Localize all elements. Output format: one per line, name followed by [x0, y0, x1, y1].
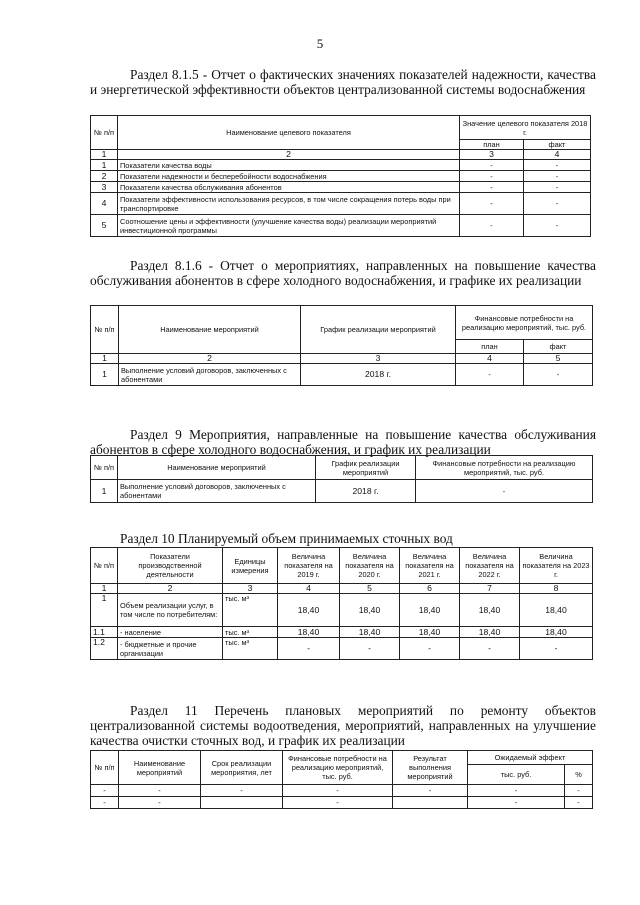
row-name: Показатели качества обслуживания абонентов: [118, 182, 460, 193]
row-name: Показатели качества воды: [118, 160, 460, 171]
row-name: Соотношение цены и эффективности (улучшение качества воды) реализации мероприятий инвестиционной программы: [118, 215, 460, 237]
row-name: -: [119, 785, 201, 797]
table-8-1-6: [90, 305, 593, 386]
table-row: [91, 594, 593, 627]
colnum: 1: [91, 354, 119, 364]
header-indicator: Показатели производственной деятельности: [118, 548, 223, 584]
table-row: [91, 182, 591, 193]
table-row: [91, 627, 593, 638]
section-8-1-5-heading: Раздел 8.1.5 - Отчет о фактических значениях показателей надежности, качества и энергетической эффективности объектов централизованной системы водоснабжения: [90, 67, 596, 97]
row-result: -: [393, 785, 468, 797]
row-no: 5: [91, 215, 118, 237]
header-finance: Финансовые потребности на реализацию мероприятий, тыс. руб.: [416, 456, 593, 480]
row-finance: -: [416, 480, 593, 503]
row-name: Показатели надежности и бесперебойности водоснабжения: [118, 171, 460, 182]
header-no: № п/п: [91, 548, 118, 584]
colnum: 2: [118, 584, 223, 594]
colnum: 8: [520, 584, 593, 594]
header-plan: план: [460, 140, 524, 150]
row-value: 18,40: [520, 627, 593, 638]
header-finance: Финансовые потребности на реализацию мероприятий, тыс. руб.: [456, 306, 593, 340]
section-8-1-6-heading: Раздел 8.1.6 - Отчет о мероприятиях, направленных на повышение качества обслуживания абонентов в сфере холодного водоснабжения, и графике их реализации: [90, 258, 596, 288]
table-row: [91, 193, 591, 215]
row-result: [393, 797, 468, 809]
header-2022: Величина показателя на 2022 г.: [460, 548, 520, 584]
section-10-heading: Раздел 10 Планируемый объем принимаемых сточных вод: [120, 531, 453, 546]
colnum: 1: [91, 150, 118, 160]
table-9: [90, 455, 593, 503]
row-pct: -: [565, 785, 593, 797]
row-no: 2: [91, 171, 118, 182]
row-plan: -: [460, 215, 524, 237]
header-name: Наименование целевого показателя: [118, 116, 460, 150]
colnum: 2: [119, 354, 301, 364]
row-value: 18,40: [400, 627, 460, 638]
row-value: 18,40: [400, 594, 460, 627]
row-name: Показатели эффективности использования ресурсов, в том числе сокращения потерь воды при транспортировке: [118, 193, 460, 215]
colnum: 2: [118, 150, 460, 160]
table-row: [91, 364, 593, 386]
table-row: [91, 480, 593, 503]
header-no: № п/п: [91, 306, 119, 354]
header-term: Срок реализации мероприятия, лет: [201, 751, 283, 785]
section-11-heading: Раздел 11 Перечень плановых мероприятий по ремонту объектов централизованной системы водоотведения, мероприятий, направленных на улучшение качества очистки сточных вод, и график их реализации: [90, 703, 596, 748]
row-value: -: [400, 638, 460, 660]
row-value: 18,40: [520, 594, 593, 627]
row-no: 1.2: [91, 638, 118, 660]
colnum: 5: [524, 354, 593, 364]
colnum: 6: [400, 584, 460, 594]
row-value: 18,40: [460, 594, 520, 627]
row-plan: -: [460, 182, 524, 193]
header-2021: Величина показателя на 2021 г.: [400, 548, 460, 584]
table-10: [90, 547, 593, 660]
row-name: Объем реализации услуг, в том числе по потребителям:: [118, 594, 223, 627]
row-fact: -: [524, 193, 591, 215]
row-fact: -: [524, 364, 593, 386]
row-pct: -: [565, 797, 593, 809]
row-value: 18,40: [460, 627, 520, 638]
row-plan: -: [456, 364, 524, 386]
row-value: 18,40: [278, 594, 340, 627]
header-value: Значение целевого показателя 2018 г.: [460, 116, 591, 140]
header-plan: план: [456, 340, 524, 354]
row-no: 1: [91, 480, 118, 503]
row-fact: -: [524, 182, 591, 193]
row-unit: тыс. м³: [223, 638, 278, 660]
row-value: 18,40: [340, 627, 400, 638]
colnum: 7: [460, 584, 520, 594]
row-term: -: [201, 785, 283, 797]
header-2020: Величина показателя на 2020 г.: [340, 548, 400, 584]
header-effect: Ожидаемый эффект: [468, 751, 593, 765]
table-8-1-5: [90, 115, 591, 237]
row-value: 18,40: [340, 594, 400, 627]
row-no: 1.1: [91, 627, 118, 638]
table-row: [91, 160, 591, 171]
table-row: [91, 638, 593, 660]
header-pct: %: [565, 765, 593, 785]
header-2019: Величина показателя на 2019 г.: [278, 548, 340, 584]
row-no: 1: [91, 160, 118, 171]
table-row: [91, 215, 591, 237]
section-9-heading: Раздел 9 Мероприятия, направленные на повышение качества обслуживания абонентов в сфере холодного водоснабжения, и график их реализации: [90, 427, 596, 457]
row-finance: -: [283, 785, 393, 797]
header-schedule: График реализации мероприятий: [316, 456, 416, 480]
header-unit: Единицы измерения: [223, 548, 278, 584]
row-no: 1: [91, 594, 118, 627]
row-name: Выполнение условий договоров, заключенных с абонентами: [118, 480, 316, 503]
header-fact: факт: [524, 140, 591, 150]
row-schedule: 2018 г.: [316, 480, 416, 503]
row-schedule: 2018 г.: [301, 364, 456, 386]
row-fact: -: [524, 171, 591, 182]
row-value: -: [520, 638, 593, 660]
row-no: -: [91, 785, 119, 797]
header-fact: факт: [524, 340, 593, 354]
header-finance: Финансовые потребности на реализацию мероприятий, тыс. руб.: [283, 751, 393, 785]
row-term: [201, 797, 283, 809]
row-plan: -: [460, 160, 524, 171]
colnum: 4: [524, 150, 591, 160]
colnum: 4: [278, 584, 340, 594]
row-rub: -: [468, 797, 565, 809]
row-value: -: [340, 638, 400, 660]
header-2023: Величина показателя на 2023 г.: [520, 548, 593, 584]
table-11: [90, 750, 593, 809]
row-unit: тыс. м³: [223, 627, 278, 638]
header-name: Наименование мероприятий: [118, 456, 316, 480]
header-name: Наименование мероприятий: [119, 751, 201, 785]
row-no: -: [91, 797, 119, 809]
table-row: [91, 785, 593, 797]
row-value: 18,40: [278, 627, 340, 638]
colnum: 1: [91, 584, 118, 594]
header-no: № п/п: [91, 751, 119, 785]
header-name: Наименование мероприятий: [119, 306, 301, 354]
row-unit: тыс. м³: [223, 594, 278, 627]
row-name: - население: [118, 627, 223, 638]
row-plan: -: [460, 193, 524, 215]
table-row: [91, 171, 591, 182]
row-name: -: [119, 797, 201, 809]
header-no: № п/п: [91, 456, 118, 480]
colnum: 3: [223, 584, 278, 594]
table-row: [91, 797, 593, 809]
row-value: -: [278, 638, 340, 660]
row-fact: -: [524, 215, 591, 237]
row-name: Выполнение условий договоров, заключенных с абонентами: [119, 364, 301, 386]
header-rub: тыс. руб.: [468, 765, 565, 785]
colnum: 3: [301, 354, 456, 364]
row-fact: -: [524, 160, 591, 171]
row-finance: -: [283, 797, 393, 809]
row-value: -: [460, 638, 520, 660]
page-number: 5: [316, 36, 324, 51]
row-plan: -: [460, 171, 524, 182]
colnum: 3: [460, 150, 524, 160]
row-rub: -: [468, 785, 565, 797]
header-result: Результат выполнения мероприятий: [393, 751, 468, 785]
row-name: - бюджетные и прочие организации: [118, 638, 223, 660]
colnum: 5: [340, 584, 400, 594]
row-no: 1: [91, 364, 119, 386]
colnum: 4: [456, 354, 524, 364]
row-no: 3: [91, 182, 118, 193]
header-no: № п/п: [91, 116, 118, 150]
header-schedule: График реализации мероприятий: [301, 306, 456, 354]
row-no: 4: [91, 193, 118, 215]
